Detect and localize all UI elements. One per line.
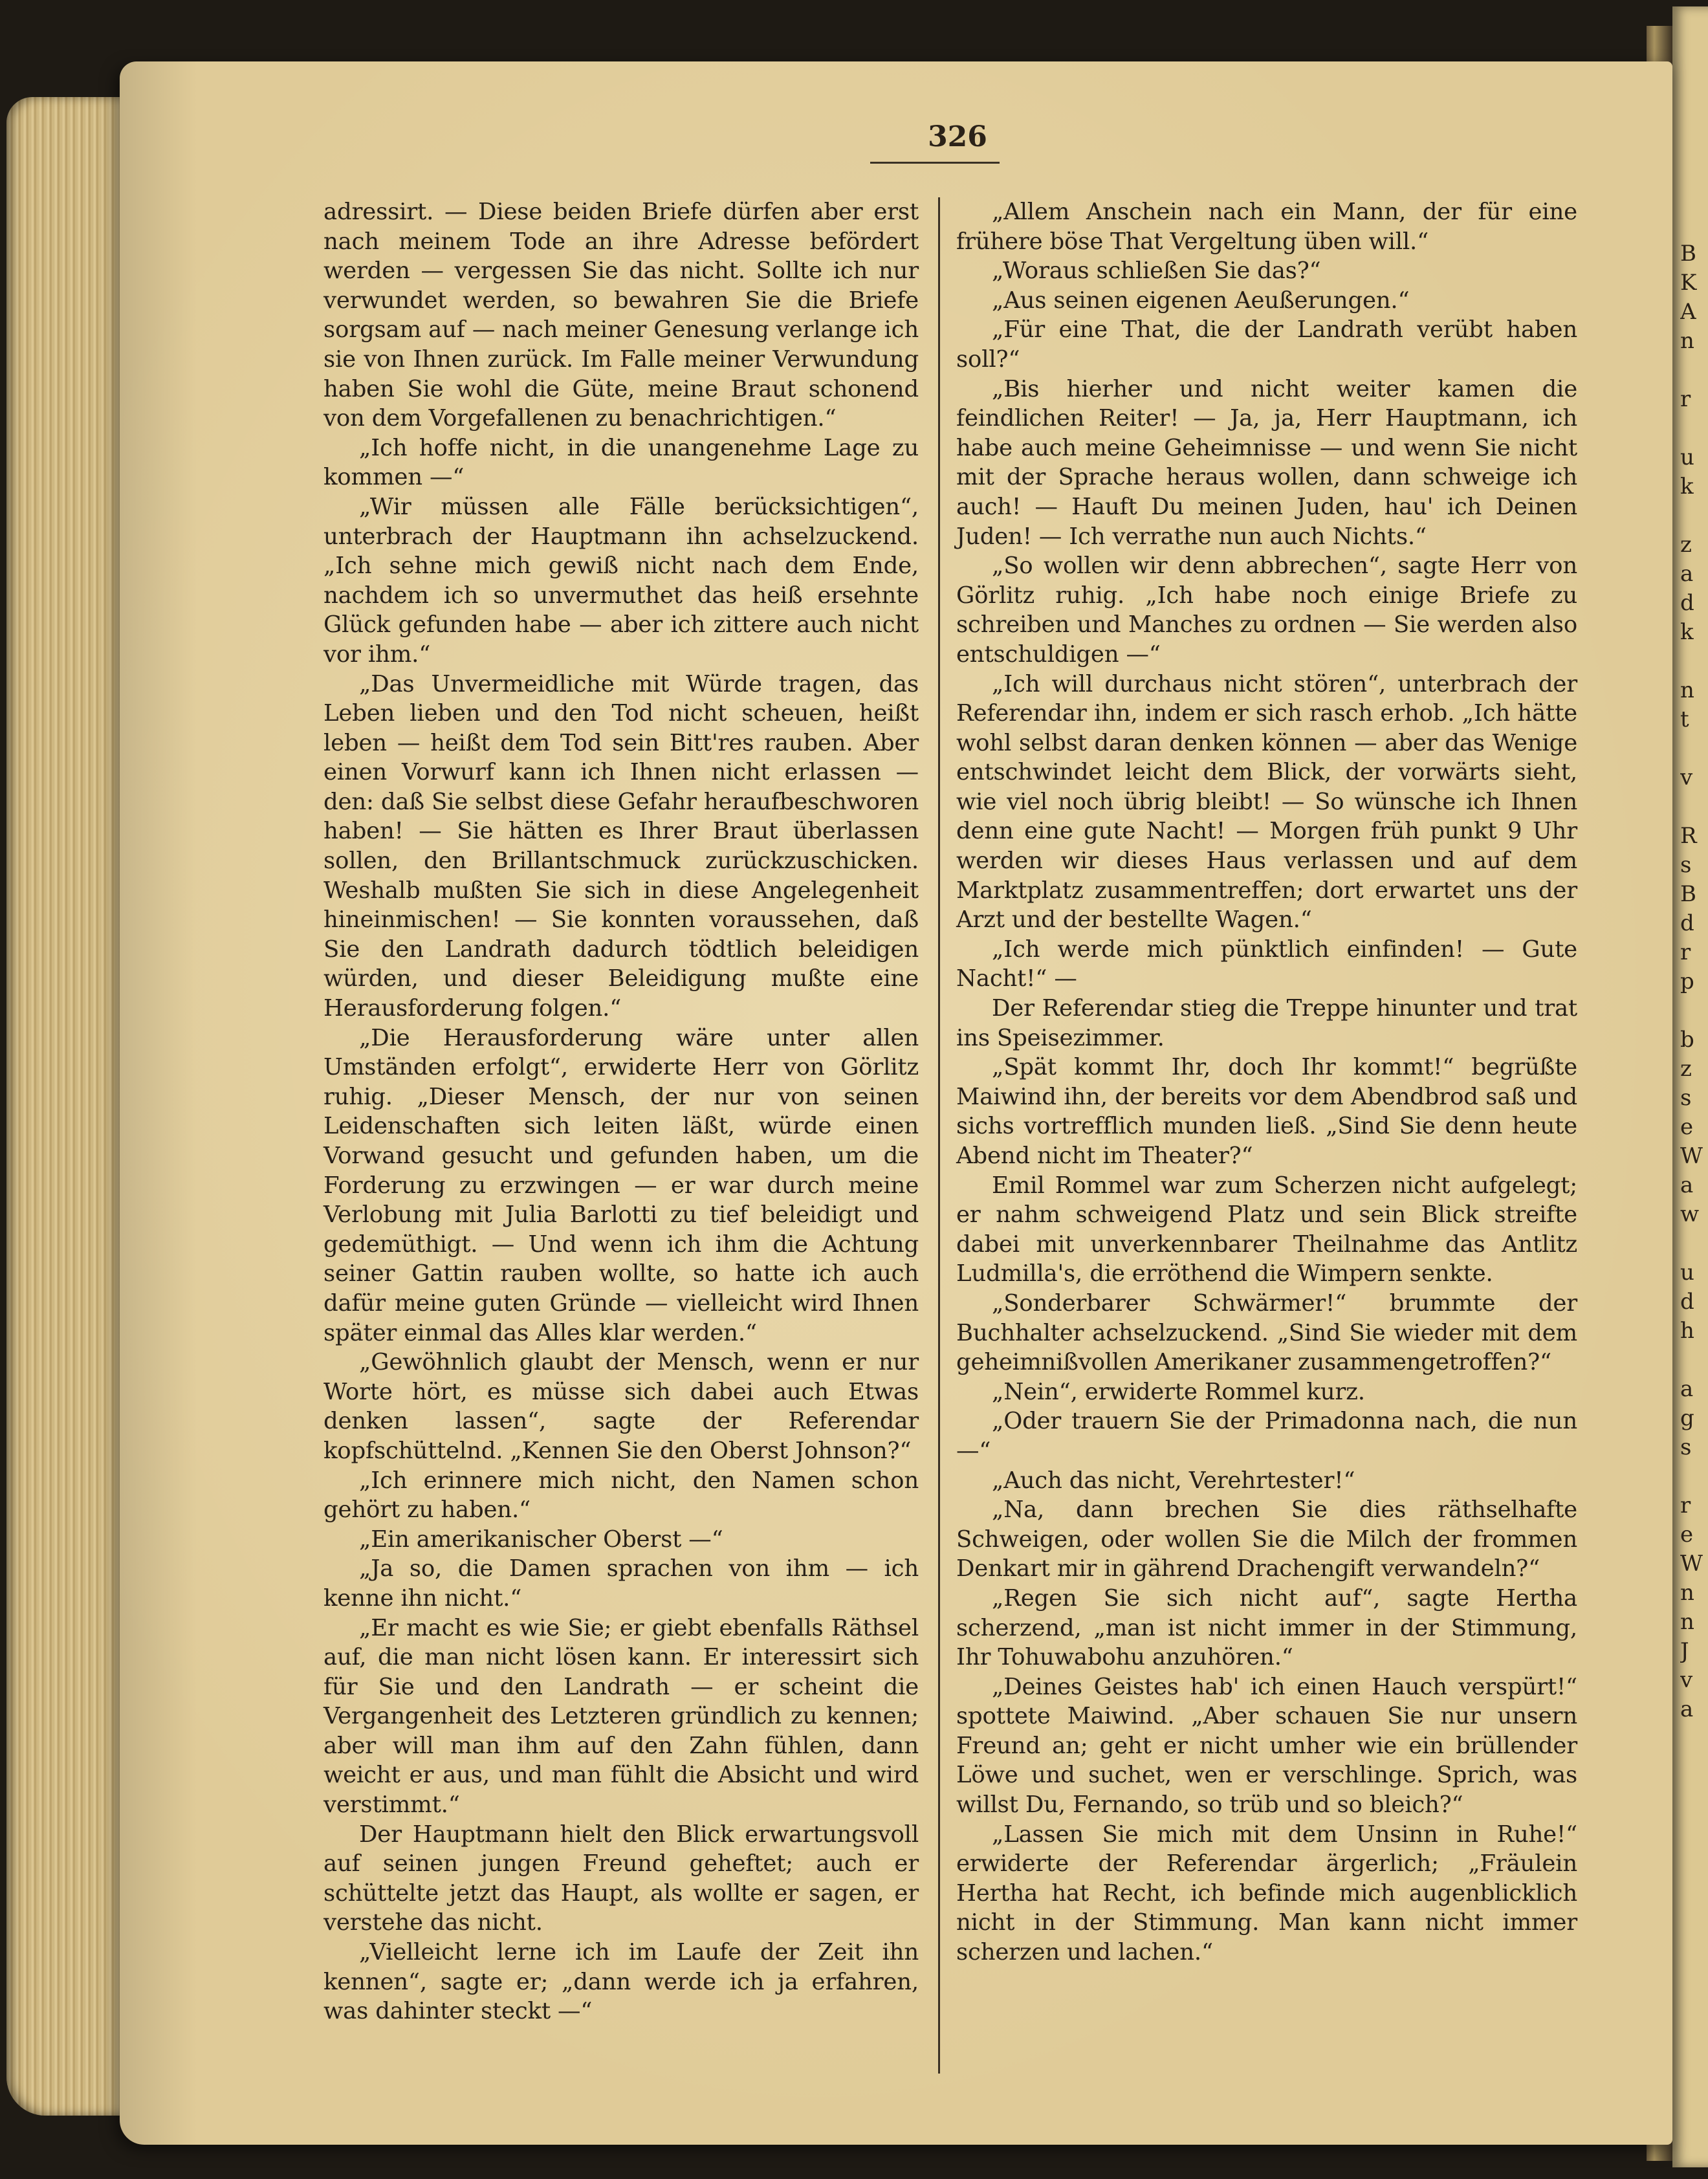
paragraph: „Er macht es wie Sie; er giebt ebenfalls Räthsel auf, die man nicht lösen kann. Er interessirt sich für Sie und den Landrath — er scheint die Vergangenheit des Letzteren gründlich zu kennen; aber will man ihm auf den Zahn fühlen, dann weicht er aus, und man fühlt die Absicht und wird verstimmt.“ — [323, 1614, 919, 1819]
paragraph: „Ja so, die Damen sprachen von ihm — ich kenne ihn nicht.“ — [323, 1555, 919, 1612]
paragraph: „Deines Geistes hab' ich einen Hauch verspürt!“ spottete Maiwind. „Aber schauen Sie nur unsern Freund an; geht er nicht umher wie ein brüllender Löwe und suchet, wen er verschlinge. Sprich, was willst Du, Fernando, so trüb und so bleich?“ — [956, 1673, 1577, 1819]
facing-page-fragment: z — [1680, 1056, 1692, 1082]
paragraph: „Aus seinen eigenen Aeußerungen.“ — [992, 287, 1410, 314]
page-number: 326 — [928, 120, 987, 153]
facing-page-fragment — [1680, 734, 1708, 763]
paragraph: „Auch das nicht, Verehrtester!“ — [992, 1467, 1355, 1494]
paragraph: „Woraus schließen Sie das?“ — [992, 257, 1321, 285]
facing-page-fragment: r — [1680, 386, 1691, 412]
paragraph: „Spät kommt Ihr, doch Ihr kommt!“ begrüßte Maiwind ihn, der bereits vor dem Abendbrod saß und sichs vortrefflich munden ließ. „Sind Sie denn heute Abend nicht im Theater?“ — [956, 1054, 1577, 1169]
paragraph: „Für eine That, die der Landrath verübt haben soll?“ — [956, 316, 1577, 373]
facing-page-fragment: B — [1680, 881, 1696, 907]
facing-page-fragment: k — [1680, 474, 1694, 499]
facing-page-fragment: n — [1680, 1609, 1694, 1635]
facing-page-fragment: z — [1680, 532, 1692, 558]
facing-page-fragment: s — [1680, 852, 1692, 878]
facing-page-fragment: W — [1680, 1143, 1703, 1169]
facing-page-fragment: s — [1680, 1434, 1692, 1460]
facing-page-fragment — [1680, 356, 1708, 385]
paragraph: „Na, dann brechen Sie dies räthselhafte Schweigen, oder wollen Sie die Milch der frommen Denkart mir in gährend Drachengift verwandeln?“ — [956, 1496, 1577, 1582]
facing-page-fragment: p — [1680, 969, 1694, 994]
facing-page-fragment: d — [1680, 1289, 1694, 1315]
facing-page-fragment — [1680, 996, 1708, 1025]
facing-page-fragment: g — [1680, 1405, 1694, 1431]
facing-page-fragment: e — [1680, 1522, 1694, 1548]
paragraph: „Allem Anschein nach ein Mann, der für eine frühere böse That Vergeltung üben will.“ — [956, 199, 1577, 255]
facing-page-fragment: u — [1680, 1260, 1694, 1286]
facing-page-fragment: n — [1680, 677, 1694, 703]
facing-page-fragment: a — [1680, 561, 1694, 587]
facing-page-fragment — [1680, 1346, 1708, 1375]
facing-page-fragment — [1680, 1229, 1708, 1258]
paragraph: „Ein amerikanischer Oberst —“ — [359, 1526, 723, 1553]
facing-page-fragment: v — [1680, 765, 1693, 791]
header-rule — [870, 162, 1000, 164]
facing-page-fragment — [1680, 501, 1708, 531]
facing-page-fragment: k — [1680, 619, 1694, 645]
paragraph: „Nein“, erwiderte Rommel kurz. — [992, 1378, 1365, 1405]
right-column — [956, 197, 1577, 2041]
facing-page-fragment: t — [1680, 706, 1689, 732]
paragraph: „Ich werde mich pünktlich einfinden! — Gute Nacht!“ — — [956, 936, 1577, 992]
facing-page-fragment: u — [1680, 444, 1694, 470]
facing-page-fragment: b — [1680, 1027, 1694, 1053]
facing-page-fragment: A — [1680, 299, 1696, 325]
paragraph: Der Hauptmann hielt den Blick erwartungsvoll auf seinen jungen Freund geheftet; auch er schüttelte jetzt das Haupt, als wollte er sagen, er verstehe das nicht. — [323, 1821, 919, 1936]
paragraph: Der Referendar stieg die Treppe hinunter und trat ins Speisezimmer. — [956, 995, 1577, 1051]
paragraph: „Vielleicht lerne ich im Laufe der Zeit ihn kennen“, sagte er; „dann werde ich ja erfahren, was dahinter steckt —“ — [323, 1939, 919, 2025]
column-rule — [938, 197, 940, 2074]
paragraph: „Die Herausforderung wäre unter allen Umständen erfolgt“, erwiderte Herr von Görlitz ruhig. „Dieser Mensch, der nur von seinen Leidenschaften sich leiten läßt, würde einen Vorwand gesucht und gefunden haben, um die Forderung zu erzwingen — er war durch meine Verlobung mit Julia Barlotti zu tief beleidigt und gedemüthigt. — Und wenn ich ihm die Achtung seiner Gattin rauben wollte, so hatte ich auch dafür meine guten Gründe — vielleicht wird Ihnen später einmal das Alles klar werden.“ — [323, 1024, 919, 1346]
paragraph: adressirt. — Diese beiden Briefe dürfen aber erst nach meinem Tode an ihre Adresse befördert werden — vergessen Sie das nicht. Sollte ich nur verwundet werden, so bewahren Sie die Briefe sorgsam auf — nach meiner Genesung verlange ich sie von Ihnen zurück. Im Falle meiner Verwundung haben Sie wohl die Güte, meine Braut schonend von dem Vorgefallenen zu benachrichtigen.“ — [323, 199, 919, 432]
paragraph: Emil Rommel war zum Scherzen nicht aufgelegt; er nahm schweigend Platz und sein Blick streifte dabei mit unverkennbarer Theilnahme das Antlitz Ludmilla's, die erröthend die Wimpern senkte. — [956, 1172, 1577, 1287]
facing-page-fragment — [1680, 1462, 1708, 1491]
left-column — [323, 197, 919, 2041]
facing-page-fragment: r — [1680, 939, 1691, 965]
facing-page-fragment: w — [1680, 1201, 1700, 1227]
facing-page-fragment: W — [1680, 1551, 1703, 1577]
facing-page-fragment: v — [1680, 1667, 1693, 1693]
paragraph: „Wir müssen alle Fälle berücksichtigen“, unterbrach der Hauptmann ihn achselzuckend. „Ich sehne mich gewiß nicht nach dem Ende, nachdem ich so unvermuthet das heiß ersehnte Glück gefunden habe — aber ich zittere auch nicht vor ihm.“ — [323, 493, 919, 668]
paragraph: „Bis hierher und nicht weiter kamen die feindlichen Reiter! — Ja, ja, Herr Hauptmann, ich habe auch meine Geheimnisse — und wenn Sie nicht mit der Sprache heraus wollen, dann schweige ich auch! — Hauft Du meinen Juden, hau' ich Deinen Juden! — Ich verrathe nun auch Nichts.“ — [956, 375, 1577, 550]
facing-page-fragment: a — [1680, 1376, 1694, 1402]
facing-page-fragment: d — [1680, 590, 1694, 616]
facing-page-text — [1680, 239, 1708, 1724]
paragraph: „Regen Sie sich nicht auf“, sagte Hertha scherzend, „man ist nicht immer in der Stimmung, Ihr Tohuwabohu anzuhören.“ — [956, 1584, 1577, 1671]
facing-page-fragment: R — [1680, 823, 1697, 849]
facing-page-fragment: d — [1680, 910, 1694, 936]
facing-page-fragment: r — [1680, 1493, 1691, 1518]
facing-page-fragment — [1680, 414, 1708, 443]
facing-page-fragment: e — [1680, 1114, 1694, 1140]
paragraph: „Das Unvermeidliche mit Würde tragen, das Leben lieben und den Tod nicht scheuen, heißt leben — heißt dem Tod sein Bitt'res rauben. Aber einen Vorwurf kann ich Ihnen nicht erlassen — den: daß Sie selbst diese Gefahr heraufbeschworen haben! — Sie hätten es Ihrer Braut überlassen sollen, den Brillantschmuck zurückzuschicken. Weshalb mußten Sie sich in diese Angelegenheit hineinmischen! — Sie konnten voraussehen, daß Sie den Landrath dadurch tödtlich beleidigen würden, und dieser Beleidigung mußte eine Herausforderung folgen.“ — [323, 670, 919, 1022]
paragraph: „Lassen Sie mich mit dem Unsinn in Ruhe!“ erwiderte der Referendar ärgerlich; „Fräulein Hertha hat Recht, ich befinde mich augenblicklich nicht in der Stimmung. Man kann nicht immer scherzen und lachen.“ — [956, 1821, 1577, 1966]
facing-page-fragment: B — [1680, 241, 1696, 267]
facing-page-fragment: n — [1680, 1580, 1694, 1606]
facing-page-fragment: K — [1680, 270, 1697, 296]
facing-page-fragment: n — [1680, 328, 1694, 354]
facing-page-fragment: s — [1680, 1085, 1692, 1111]
paragraph: „So wollen wir denn abbrechen“, sagte Herr von Görlitz ruhig. „Ich habe noch einige Briefe zu schreiben und Manches zu ordnen — Sie werden also entschuldigen —“ — [956, 553, 1577, 668]
paragraph: „Ich erinnere mich nicht, den Namen schon gehört zu haben.“ — [323, 1467, 919, 1524]
paragraph: „Gewöhnlich glaubt der Mensch, wenn er nur Worte hört, es müsse sich dabei auch Etwas denken lassen“, sagte der Referendar kopfschüttelnd. „Kennen Sie den Oberst Johnson?“ — [323, 1349, 919, 1464]
facing-page-fragment: a — [1680, 1696, 1694, 1722]
facing-page-fragment: a — [1680, 1172, 1694, 1198]
facing-page-fragment: h — [1680, 1318, 1694, 1344]
paragraph: „Oder trauern Sie der Primadonna nach, die nun —“ — [956, 1408, 1577, 1464]
facing-page-fragment: J — [1680, 1638, 1689, 1664]
facing-page-fragment — [1680, 647, 1708, 676]
paragraph: „Ich will durchaus nicht stören“, unterbrach der Referendar ihn, indem er sich rasch erhob. „Ich hätte wohl selbst daran denken können — aber das Wenige entschwindet leicht dem Blick, der vorwärts sieht, wie viel noch übrig bleibt! — So wünsche ich Ihnen denn eine gute Nacht! — Morgen früh punkt 9 Uhr werden wir dieses Haus verlassen und auf dem Marktplatz zusammentreffen; dort erwartet uns der Arzt und der bestellte Wagen.“ — [956, 670, 1577, 934]
paragraph: „Ich hoffe nicht, in die unangenehme Lage zu kommen —“ — [323, 434, 919, 491]
facing-page-fragment — [1680, 793, 1708, 822]
paragraph: „Sonderbarer Schwärmer!“ brummte der Buchhalter achselzuckend. „Sind Sie wieder mit dem geheimnißvollen Amerikaner zusammengetroffen?“ — [956, 1289, 1577, 1376]
